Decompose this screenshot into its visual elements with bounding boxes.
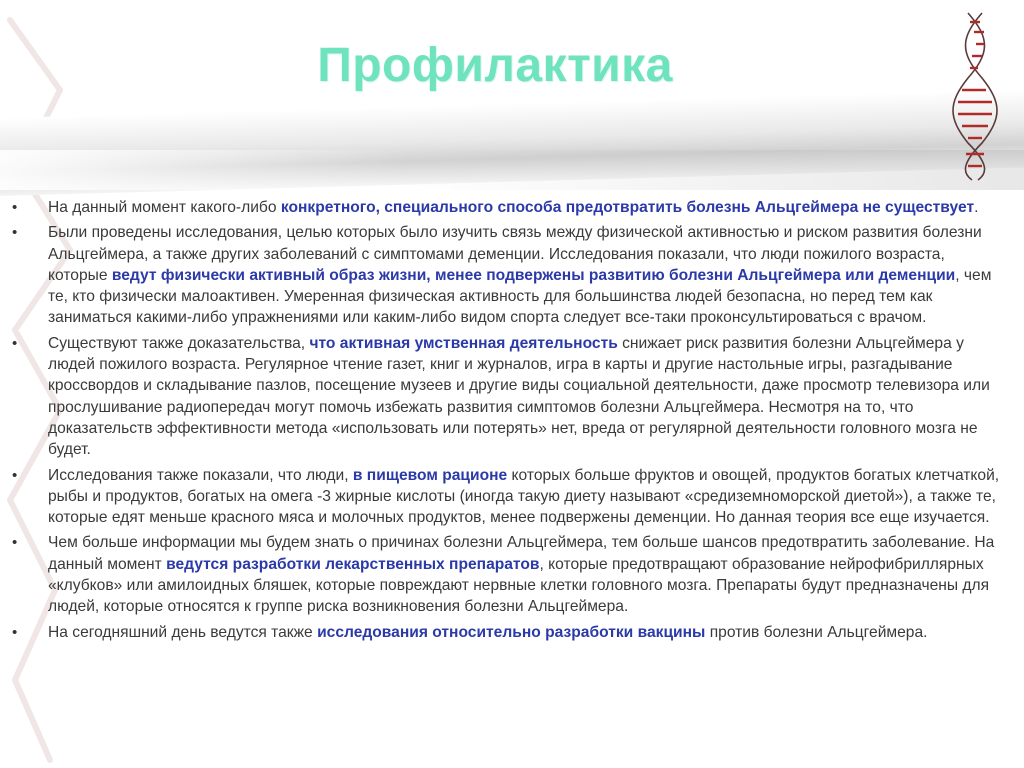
- item-text: На данный момент какого-либо конкретного, специального способа предотвратить болезнь Альцгеймера не существует.: [48, 199, 979, 216]
- list-item: [12, 622, 1002, 643]
- slide-title: Профилактика: [317, 39, 673, 92]
- highlighted-phrase: ведутся разработки лекарственных препаратов: [166, 555, 540, 573]
- bullet-icon: •: [12, 623, 18, 641]
- list-item: [12, 465, 1002, 529]
- highlighted-phrase: конкретного, специального способа предотвратить болезнь Альцгеймера не существует: [280, 199, 975, 216]
- highlighted-phrase: исследования относительно разработки вакцины: [317, 623, 706, 641]
- bullet-icon: •: [12, 199, 18, 216]
- list-item: [12, 222, 1002, 328]
- bullet-list: [12, 197, 1002, 647]
- item-text: Исследования также показали, что люди, в пищевом рационе которых больше фруктов и овощей, продуктов богатых клетчаткой, рыбы и продуктов, богатых на омега -3 жирные кислоты (иногда такую диету называют «средиземноморской диетой»), а также те, которые едят меньше красного мяса и молочных продуктов, менее подвержены деменции. Но данная теория все еще изучается.: [48, 466, 1000, 527]
- bullet-icon: •: [12, 334, 18, 352]
- header-band-shade: [0, 150, 1024, 190]
- bullet-icon: •: [12, 534, 18, 552]
- list-item: [12, 333, 1002, 461]
- item-text: Были проведены исследования, целью которых было изучить связь между физической активностью и риском развития болезни Альцгеймера, а также других заболеваний с симптомами деменции. Исследования показали, что люди пожилого возраста, которые ведут физически активный образ жизни, менее подвержены развитию болезни Альцгеймера или деменции, чем те, кто физически малоактивен. Умеренная физическая активность для большинства людей безопасна, но перед тем как заниматься какими-либо упражнениями или каким-либо видом спорта следует все-таки проконсультироваться с врачом.: [48, 224, 992, 327]
- item-text: Существуют также доказательства, что активная умственная деятельность снижает риск развития болезни Альцгеймера у людей пожилого возраста. Регулярное чтение газет, книг и журналов, игра в карты и другие настольные игры, разгадывание кроссвордов и складывание пазлов, посещение музеев и другие виды социальной деятельности, даже просмотр телевизора или прослушивание радиопередач могут помочь избежать развития симптомов болезни Альцгеймера. Несмотря на то, что доказательств эффективности метода «использовать или потерять» нет, вреда от регулярной деятельности головного мозга не будет.: [48, 334, 990, 459]
- item-text: Чем больше информации мы будем знать о причинах болезни Альцгеймера, тем больше шансов предотвратить заболевание. На данный момент ведутся разработки лекарственных препаратов, которые предотвращают образование нейрофибриллярных «клубков» или амилоидных бляшек, которые повреждают нервные клетки головного мозга. Препараты будут предназначены для людей, которые относятся к группе риска возникновения болезни Альцгеймера.: [48, 534, 995, 616]
- item-text: На сегодняшний день ведутся также исследования относительно разработки вакцины против болезни Альцгеймера.: [48, 623, 928, 641]
- highlighted-phrase: что активная умственная деятельность: [309, 334, 618, 352]
- highlighted-phrase: ведут физически активный образ жизни, менее подвержены развитию болезни Альцгеймера или деменции: [111, 266, 956, 284]
- list-item: [12, 532, 1002, 617]
- bullet-icon: •: [12, 466, 18, 484]
- list-item: [12, 197, 1002, 218]
- dna-helix-icon: [950, 8, 1000, 183]
- highlighted-phrase: в пищевом рационе: [352, 466, 508, 484]
- bullet-icon: •: [12, 224, 18, 242]
